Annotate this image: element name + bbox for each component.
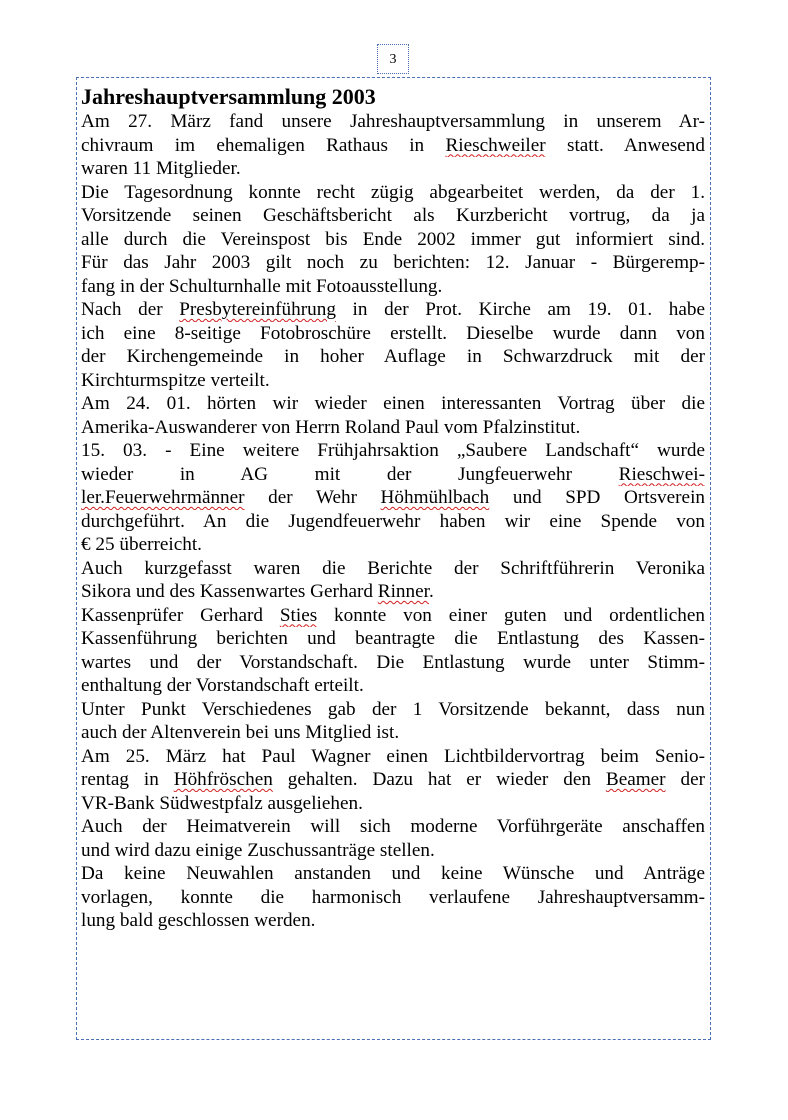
text-line: Kirchturmspitze verteilt. xyxy=(81,369,270,391)
spellcheck-flag: Sties xyxy=(279,604,318,626)
text-line: und wird dazu einige Zuschussanträge stellen. xyxy=(81,839,435,861)
text-line: wieder in AG mit der Jungfeuerwehr Rieschwei- xyxy=(81,463,705,485)
spellcheck-flag: Presbytereinführung xyxy=(179,299,336,320)
paragraph-lines xyxy=(81,110,705,933)
text-line: durchgeführt. An die Jugendfeuerwehr haben wir eine Spende von xyxy=(81,510,705,532)
text-line: vorlagen, konnte die harmonisch verlaufene Jahreshauptversamm- xyxy=(81,886,705,908)
text-line: ler.Feuerwehrmänner der Wehr Höhmühlbach und SPD Ortsverein xyxy=(81,487,705,508)
text-line: Nach der Presbytereinführung in der Prot. Kirche am 19. 01. habe xyxy=(81,299,705,320)
spellcheck-flag: Rieschweiler xyxy=(445,134,546,156)
text-line: Kassenprüfer Gerhard Sties konnte von einer guten und ordentlichen xyxy=(81,604,705,626)
text-line: Auch der Heimatverein will sich moderne Vorführgeräte anschaffen xyxy=(81,816,705,837)
text-line: ich eine 8-seitige Fotobroschüre erstellt. Dieselbe wurde dann von xyxy=(81,322,705,344)
text-line: Da keine Neuwahlen anstanden und keine Wünsche und Anträge xyxy=(81,863,705,884)
text-line: VR-Bank Südwestpfalz ausgeliehen. xyxy=(81,792,363,814)
spellcheck-flag: Beamer xyxy=(605,769,666,790)
text-line: Die Tagesordnung konnte recht zügig abgearbeitet werden, da der 1. xyxy=(81,181,705,203)
text-line: fang in der Schulturnhalle mit Fotoausstellung. xyxy=(81,275,443,297)
text-line: Auch kurzgefasst waren die Berichte der Schriftführerin Veronika xyxy=(81,557,705,579)
text-line: € 25 überreicht. xyxy=(81,534,202,555)
text-line: chivraum im ehemaligen Rathaus in Rieschweiler statt. Anwesend xyxy=(81,134,705,156)
text-line: der Kirchengemeinde in hoher Auflage in Schwarzdruck mit der xyxy=(81,346,705,367)
text-line: Unter Punkt Verschiedenes gab der 1 Vorsitzende bekannt, dass nun xyxy=(81,698,705,720)
text-line: Am 25. März hat Paul Wagner einen Lichtbildervortrag beim Senio- xyxy=(81,745,705,767)
text-line: Am 27. März fand unsere Jahreshauptversammlung in unserem Ar- xyxy=(81,111,705,132)
text-line: Am 24. 01. hörten wir wieder einen interessanten Vortrag über die xyxy=(81,393,705,414)
text-line: 15. 03. - Eine weitere Frühjahrsaktion „Saubere Landschaft“ wurde xyxy=(81,440,705,461)
spellcheck-flag: Rieschwei- xyxy=(618,463,705,485)
spellcheck-flag: ler.Feuerwehrmänner xyxy=(81,487,245,508)
spellcheck-flag: Höhfröschen xyxy=(173,769,273,790)
text-line: Kassenführung berichten und beantragte die Entlastung des Kassen- xyxy=(81,628,705,649)
text-line: alle durch die Vereinspost bis Ende 2002 immer gut informiert sind. xyxy=(81,228,705,250)
text-line: enthaltung der Vorstandschaft erteilt. xyxy=(81,675,364,696)
document-body[interactable] xyxy=(81,83,705,933)
spellcheck-flag: Rinner xyxy=(377,581,429,602)
text-line: Amerika-Auswanderer von Herrn Roland Paul vom Pfalzinstitut. xyxy=(81,416,581,438)
text-line: rentag in Höhfröschen gehalten. Dazu hat er wieder den Beamer der xyxy=(81,769,705,790)
spellcheck-flag: Höhmühlbach xyxy=(380,487,490,508)
text-line: waren 11 Mitglieder. xyxy=(81,158,241,179)
text-line: wartes und der Vorstandschaft. Die Entlastung wurde unter Stimm- xyxy=(81,651,705,673)
text-line: Sikora und des Kassenwartes Gerhard Rinner. xyxy=(81,581,434,602)
page-number: 3 xyxy=(377,44,409,74)
document-heading: Jahreshauptversammlung 2003 xyxy=(81,84,376,109)
text-line: auch der Altenverein bei uns Mitglied ist. xyxy=(81,722,400,743)
text-line: Vorsitzende seinen Geschäftsbericht als Kurzbericht vortrug, da ja xyxy=(81,205,705,226)
text-line: lung bald geschlossen werden. xyxy=(81,910,316,931)
text-line: Für das Jahr 2003 gilt noch zu berichten: 12. Januar - Bürgeremp- xyxy=(81,252,705,273)
